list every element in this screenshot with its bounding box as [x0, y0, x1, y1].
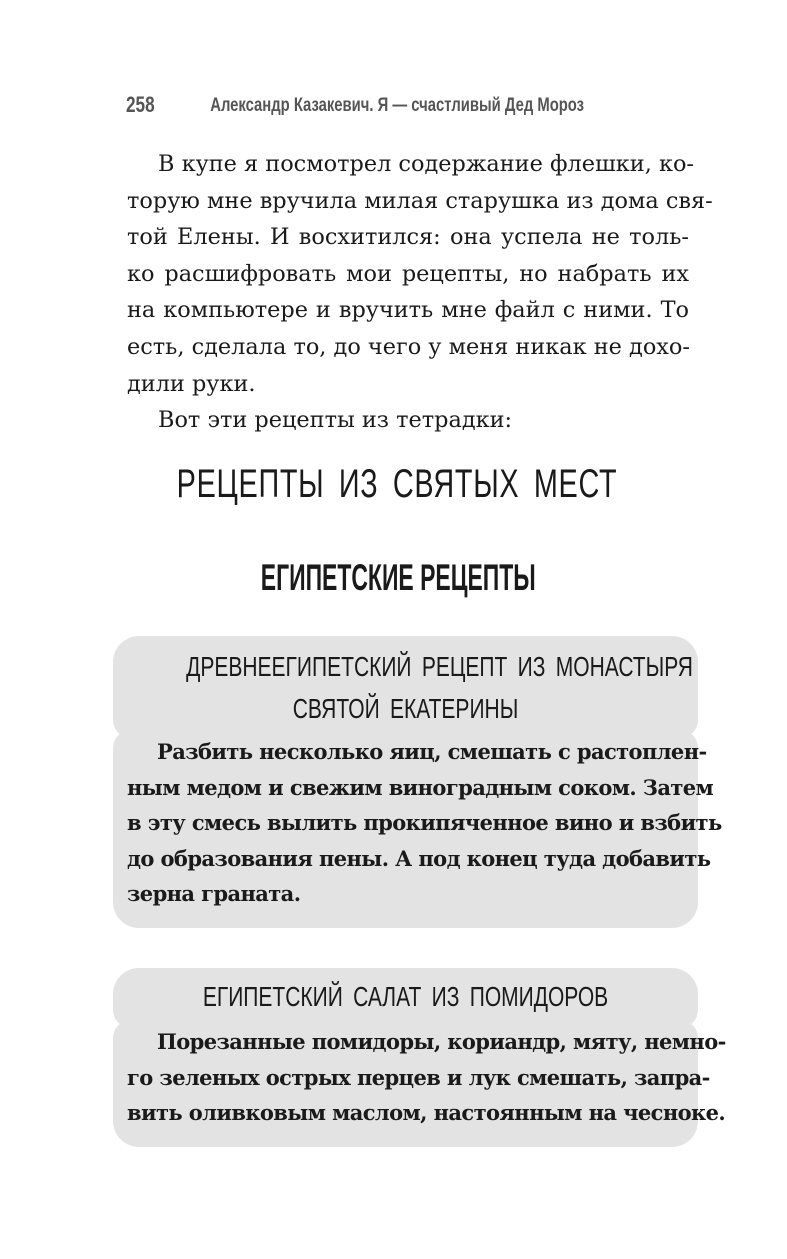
- recipe-body: [113, 1020, 726, 1147]
- recipe-body: [113, 730, 722, 928]
- recipe-text-line: Порезанные помидоры, кориандр, мяту, немно-: [157, 1029, 726, 1054]
- text-line: есть, сделала то, до чего у меня никак не дохо-: [127, 333, 690, 360]
- recipe-text-line: в эту смесь вылить прокипяченное вино и взбить: [127, 810, 722, 835]
- recipe-text-line: го зеленых острых перцев и лук смешать, запра-: [127, 1064, 710, 1090]
- text-line: ко расшифровать мои рецепты, но набрать их: [127, 260, 689, 287]
- book-title-header: Александр Казакевич. Я — счастливый Дед Мороз: [210, 95, 585, 116]
- paragraph: [127, 402, 689, 439]
- recipe-title: [113, 968, 698, 1028]
- recipe-title-line: ЕГИПЕТСКИЙ САЛАТ ИЗ ПОМИДОРОВ: [202, 981, 609, 1012]
- recipe-text-line: до образования пены. А под конец туда добавить: [127, 845, 711, 871]
- recipe-text-line: ным медом и свежим виноградным соком. Затем: [127, 774, 714, 800]
- recipe-title-line: СВЯТОЙ ЕКАТЕРИНЫ: [292, 693, 519, 724]
- recipe-text-line: вить оливковым маслом, настоянным на чесноке.: [127, 1100, 726, 1125]
- recipe-text-line: зерна граната.: [127, 881, 301, 906]
- recipe-card: [113, 636, 722, 928]
- text-line: дили руки.: [127, 370, 256, 397]
- text-line: торую мне вручила милая старушка из дома свя-: [127, 187, 713, 214]
- body-text: [127, 146, 713, 439]
- text-line: той Елены. И восхитился: она успела не толь-: [127, 224, 689, 251]
- text-line: на компьютере и вручить мне файл с ними. То: [127, 297, 689, 324]
- page-number: 258: [126, 92, 155, 117]
- recipe-title-line: ДРЕВНЕЕГИПЕТСКИЙ РЕЦЕПТ ИЗ МОНАСТЫРЯ: [186, 651, 693, 682]
- recipe-card: [113, 968, 726, 1147]
- text-line: Вот эти рецепты из тетрадки:: [158, 407, 513, 434]
- running-head: [126, 92, 585, 120]
- text-line: В купе я посмотрел содержание флешки, ко-: [158, 151, 694, 177]
- chapter-title: РЕЦЕПТЫ ИЗ СВЯТЫХ МЕСТ: [176, 462, 618, 506]
- recipe-title: [113, 636, 698, 738]
- recipe-text-line: Разбить несколько яиц, смешать с растоплен-: [157, 739, 707, 764]
- section-title: ЕГИПЕТСКИЕ РЕЦЕПТЫ: [260, 557, 536, 598]
- paragraph: [127, 146, 713, 402]
